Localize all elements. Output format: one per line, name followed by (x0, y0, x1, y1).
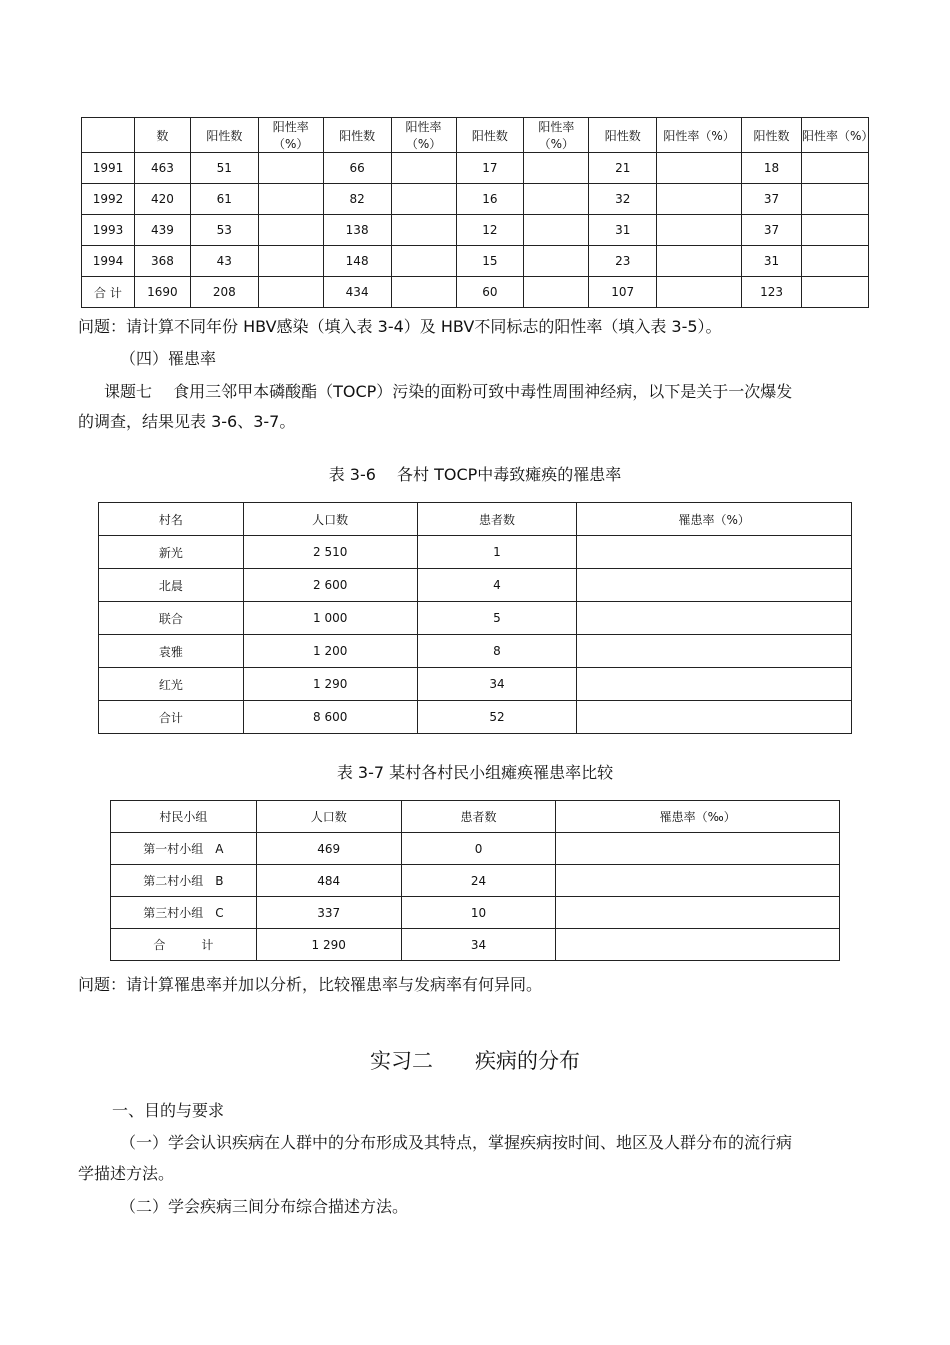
table-row (99, 635, 852, 668)
header-cell: 村名 (99, 503, 244, 536)
table-cell (391, 246, 456, 277)
hbv-positive-table (81, 117, 874, 308)
table-row (111, 897, 840, 929)
table-cell: 82 (323, 184, 391, 215)
table-cell (577, 536, 852, 569)
header-cell: 阳性率（%） (391, 118, 456, 153)
table-cell: 1992 (82, 184, 135, 215)
question-1: 问题：请计算不同年份 HBV感染（填入表 3-4）及 HBV不同标志的阳性率（填入表 3-5）。 (78, 317, 722, 336)
table-cell (524, 246, 589, 277)
table-cell: 合计 (99, 701, 244, 734)
question-2: 问题：请计算罹患率并加以分析，比较罹患率与发病率有何异同。 (78, 975, 543, 994)
table-cell: 208 (190, 277, 258, 308)
chapter-title: 实习二 疾病的分布 (370, 1049, 580, 1073)
table-cell (258, 184, 323, 215)
header-cell: 患者数 (401, 801, 556, 833)
section-attack-rate: （四）罹患率 (120, 349, 217, 368)
table-cell (801, 153, 868, 184)
table-cell: 61 (190, 184, 258, 215)
table-cell: 16 (456, 184, 524, 215)
table-cell (258, 153, 323, 184)
table-cell: 15 (456, 246, 524, 277)
table-row (99, 536, 852, 569)
topic-7-line-2: 的调查，结果见表 3-6、3-7。 (78, 412, 296, 431)
header-cell: 阳性率（%） (657, 118, 742, 153)
table-cell: 148 (323, 246, 391, 277)
table-cell: 合 计 (111, 929, 257, 961)
group-attack-rate-table (110, 800, 840, 961)
table-cell: 37 (742, 215, 802, 246)
table-cell: 484 (256, 865, 401, 897)
table-cell: 439 (134, 215, 190, 246)
table-cell (258, 246, 323, 277)
table-cell: 52 (417, 701, 577, 734)
table-cell (577, 701, 852, 734)
table-cell (577, 668, 852, 701)
header-cell: 阳性数 (456, 118, 524, 153)
table-cell: 8 (417, 635, 577, 668)
table-cell (657, 153, 742, 184)
header-cell: 阳性数 (190, 118, 258, 153)
table-row (99, 569, 852, 602)
table-cell (391, 184, 456, 215)
table-cell (391, 215, 456, 246)
table-header-row (99, 503, 852, 536)
table-cell: 107 (589, 277, 657, 308)
table-cell (657, 246, 742, 277)
table-cell: 0 (401, 833, 556, 865)
table-cell: 袁雅 (99, 635, 244, 668)
table-cell: 24 (401, 865, 556, 897)
table-cell: 1993 (82, 215, 135, 246)
table-cell: 1991 (82, 153, 135, 184)
table-cell (524, 153, 589, 184)
header-cell: 阳性数 (323, 118, 391, 153)
table-cell: 12 (456, 215, 524, 246)
table-cell (657, 184, 742, 215)
header-cell: 患者数 (417, 503, 577, 536)
header-cell: 罹患率（‰） (556, 801, 840, 833)
table-cell: 1 200 (243, 635, 417, 668)
table-cell (524, 215, 589, 246)
table-cell: 21 (589, 153, 657, 184)
table-cell (556, 929, 840, 961)
table-3-7-caption: 表 3-7 某村各村民小组瘫痪罹患率比较 (336, 763, 614, 782)
table-cell (801, 246, 868, 277)
table-cell: 第二村小组 B (111, 865, 257, 897)
table-cell (556, 833, 840, 865)
table-cell: 37 (742, 184, 802, 215)
table-cell (556, 897, 840, 929)
table-row (82, 246, 869, 277)
topic-7-line-1: 课题七 食用三邻甲本磷酸酯（TOCP）污染的面粉可致中毒性周围神经病，以下是关于一次爆发 (104, 382, 793, 401)
table-cell: 合 计 (82, 277, 135, 308)
table-cell: 469 (256, 833, 401, 865)
table-cell (258, 277, 323, 308)
table-row (82, 215, 869, 246)
goal-1-line-1: （一）学会认识疾病在人群中的分布形成及其特点，掌握疾病按时间、地区及人群分布的流行病 (120, 1133, 793, 1152)
table-cell: 31 (589, 215, 657, 246)
table-cell (577, 602, 852, 635)
table-cell: 5 (417, 602, 577, 635)
table-cell (801, 184, 868, 215)
table-cell: 60 (456, 277, 524, 308)
table-cell: 34 (401, 929, 556, 961)
table-cell: 1994 (82, 246, 135, 277)
table-cell: 第三村小组 C (111, 897, 257, 929)
table-row (99, 668, 852, 701)
table-cell (801, 215, 868, 246)
table-cell: 368 (134, 246, 190, 277)
table-cell (657, 215, 742, 246)
table-cell: 1 000 (243, 602, 417, 635)
header-cell: 人口数 (243, 503, 417, 536)
table-row (99, 701, 852, 734)
header-cell: 阳性数 (589, 118, 657, 153)
table-row (111, 865, 840, 897)
table-cell: 43 (190, 246, 258, 277)
header-cell (82, 118, 135, 153)
table-cell: 17 (456, 153, 524, 184)
table-cell: 1690 (134, 277, 190, 308)
table-cell: 1 290 (243, 668, 417, 701)
table-cell: 337 (256, 897, 401, 929)
table-row (82, 184, 869, 215)
header-cell: 人口数 (256, 801, 401, 833)
table-cell: 第一村小组 A (111, 833, 257, 865)
table-cell: 138 (323, 215, 391, 246)
table-cell: 123 (742, 277, 802, 308)
table-cell: 18 (742, 153, 802, 184)
table-cell: 红光 (99, 668, 244, 701)
table-header-row (82, 118, 869, 153)
table-cell: 北晨 (99, 569, 244, 602)
table-cell: 1 (417, 536, 577, 569)
table-cell: 31 (742, 246, 802, 277)
table-cell: 32 (589, 184, 657, 215)
header-cell: 阳性数 (742, 118, 802, 153)
header-cell: 数 (134, 118, 190, 153)
table-cell: 8 600 (243, 701, 417, 734)
table-row (111, 929, 840, 961)
table-row (111, 833, 840, 865)
table-row (82, 153, 869, 184)
table-cell (801, 277, 868, 308)
header-cell: 阳性率（%） (524, 118, 589, 153)
table-cell: 2 510 (243, 536, 417, 569)
goal-heading: 一、目的与要求 (112, 1101, 225, 1120)
table-cell (391, 153, 456, 184)
goal-1-line-2: 学描述方法。 (78, 1164, 175, 1183)
table-cell: 1 290 (256, 929, 401, 961)
table-header-row (111, 801, 840, 833)
table-3-6-caption: 表 3-6 各村 TOCP中毒致瘫痪的罹患率 (328, 465, 622, 484)
table-cell: 10 (401, 897, 556, 929)
table-cell: 463 (134, 153, 190, 184)
header-cell: 阳性率（%） (258, 118, 323, 153)
table-cell: 66 (323, 153, 391, 184)
table-cell (657, 277, 742, 308)
table-cell: 23 (589, 246, 657, 277)
table-cell: 51 (190, 153, 258, 184)
table-cell (577, 635, 852, 668)
table-cell: 53 (190, 215, 258, 246)
table-cell: 34 (417, 668, 577, 701)
table-cell (258, 215, 323, 246)
table-cell: 4 (417, 569, 577, 602)
header-cell: 阳性率（%） (801, 118, 868, 153)
table-cell: 新光 (99, 536, 244, 569)
table-row (82, 277, 869, 308)
table-row (99, 602, 852, 635)
table-cell (524, 184, 589, 215)
goal-2: （二）学会疾病三间分布综合描述方法。 (120, 1197, 409, 1216)
village-attack-rate-table (98, 502, 852, 734)
table-cell (524, 277, 589, 308)
header-cell: 村民小组 (111, 801, 257, 833)
table-cell: 联合 (99, 602, 244, 635)
header-cell: 罹患率（%） (577, 503, 852, 536)
table-cell (577, 569, 852, 602)
table-cell: 434 (323, 277, 391, 308)
table-cell: 420 (134, 184, 190, 215)
table-cell (556, 865, 840, 897)
table-cell: 2 600 (243, 569, 417, 602)
table-cell (391, 277, 456, 308)
